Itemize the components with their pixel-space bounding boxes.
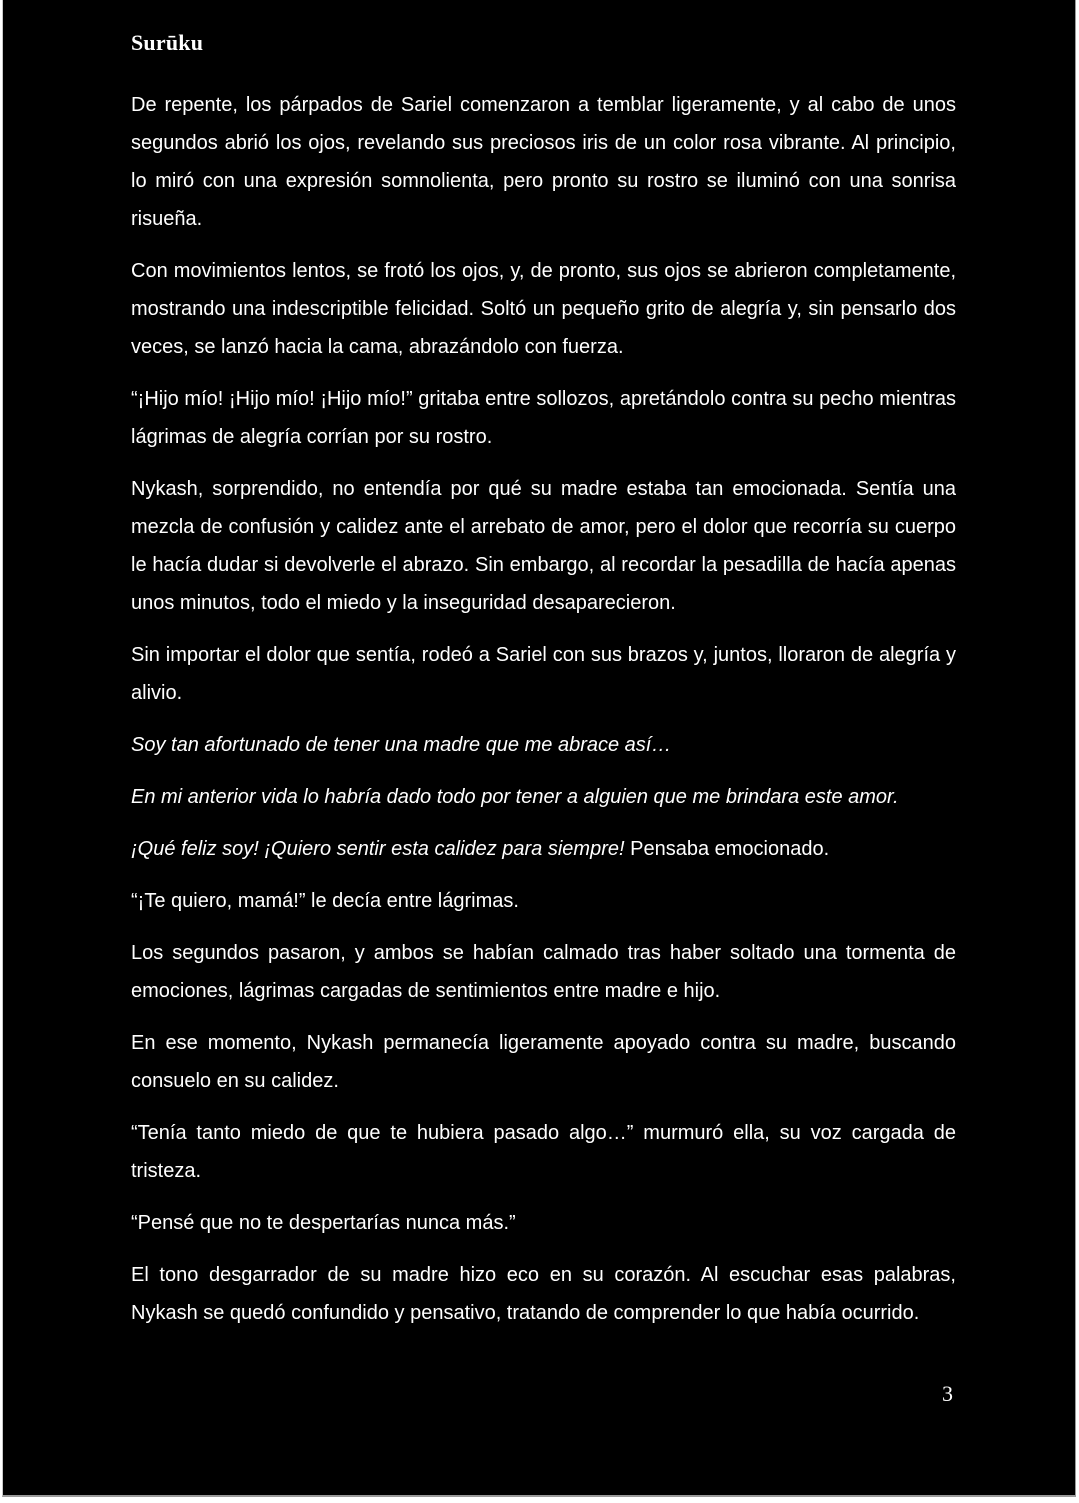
italic-thought: ¡Qué feliz soy! ¡Quiero sentir esta calidez para siempre! xyxy=(131,838,625,860)
paragraph: Nykash, sorprendido, no entendía por qué su madre estaba tan emocionada. Sentía una mezcla de confusión y calidez ante el arrebato de amor, pero el dolor que recorría su cuerpo le hacía dudar si devolverle el abrazo. Sin embargo, al recordar la pesadilla de hacía apenas unos minutos, todo el miedo y la inseguridad desaparecieron. xyxy=(131,478,956,614)
document-body xyxy=(131,86,956,1346)
paragraph: Con movimientos lentos, se frotó los ojos, y, de pronto, sus ojos se abrieron completamente, mostrando una indescriptible felicidad. Soltó un pequeño grito de alegría y, sin pensarlo dos veces, se lanzó hacia la cama, abrazándolo con fuerza. xyxy=(131,260,956,358)
paragraph-italic-thought xyxy=(131,726,956,764)
paragraph: De repente, los párpados de Sariel comenzaron a temblar ligeramente, y al cabo de unos segundos abrió los ojos, revelando sus preciosos iris de un color rosa vibrante. Al principio, lo miró con una expresión somnolienta, pero pronto su rostro se iluminó con una sonrisa risueña. xyxy=(131,94,956,230)
paragraph: Sin importar el dolor que sentía, rodeó a Sariel con sus brazos y, juntos, lloraron de alegría y alivio. xyxy=(131,644,956,704)
paragraph: “Tenía tanto miedo de que te hubiera pasado algo…” murmuró ella, su voz cargada de tristeza. xyxy=(131,1122,956,1182)
paragraph: “Pensé que no te despertarías nunca más.” xyxy=(131,1212,516,1234)
paragraph: En ese momento, Nykash permanecía ligeramente apoyado contra su madre, buscando consuelo en su calidez. xyxy=(131,1032,956,1092)
paragraph: “¡Hijo mío! ¡Hijo mío! ¡Hijo mío!” gritaba entre sollozos, apretándolo contra su pecho mientras lágrimas de alegría corrían por su rostro. xyxy=(131,388,956,448)
paragraph-italic-thought xyxy=(131,778,956,816)
paragraph: “¡Te quiero, mamá!” le decía entre lágrimas. xyxy=(131,890,519,912)
paragraph: El tono desgarrador de su madre hizo eco en su corazón. Al escuchar esas palabras, Nykash se quedó confundido y pensativo, tratando de comprender lo que había ocurrido. xyxy=(131,1264,956,1324)
running-header-title: Surūku xyxy=(131,30,204,55)
italic-thought: En mi anterior vida lo habría dado todo por tener a alguien que me brindara este amor. xyxy=(131,786,899,808)
narration: Pensaba emocionado. xyxy=(630,838,830,860)
page-number: 3 xyxy=(942,1381,953,1406)
document-page xyxy=(2,0,1076,1497)
paragraph-mixed xyxy=(131,830,956,868)
paragraph: Los segundos pasaron, y ambos se habían calmado tras haber soltado una tormenta de emociones, lágrimas cargadas de sentimientos entre madre e hijo. xyxy=(131,942,956,1002)
italic-thought: Soy tan afortunado de tener una madre que me abrace así… xyxy=(131,734,672,756)
